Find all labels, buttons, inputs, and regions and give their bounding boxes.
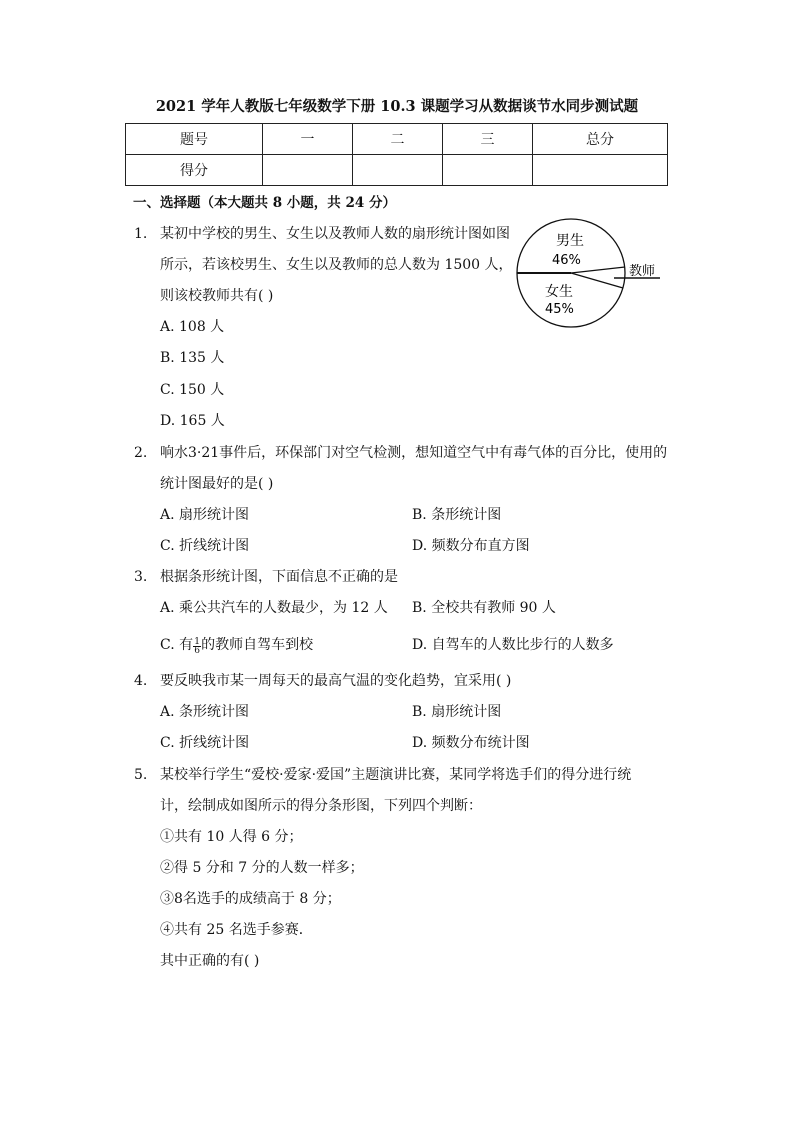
table-header: 总分	[533, 124, 668, 155]
table-header: 三	[443, 124, 533, 155]
question-text: 根据条形统计图，下面信息不正确的是	[160, 569, 398, 585]
score-cell	[353, 155, 443, 186]
question-text: 则该校教师共有( )	[160, 288, 274, 304]
option-d[interactable]: D. 频数分布统计图	[412, 735, 530, 751]
option-b[interactable]: B. 扇形统计图	[412, 704, 502, 720]
pie-pct-male: 46%	[552, 253, 581, 268]
option-c[interactable]	[160, 636, 313, 654]
question-text: 所示，若该校男生、女生以及教师的总人数为 1500 人，	[160, 257, 513, 273]
table-row-label: 得分	[126, 155, 263, 186]
score-cell	[533, 155, 668, 186]
statement-3: ③8名选手的成绩高于 8 分；	[160, 891, 341, 907]
question-text: 要反映我市某一周每天的最高气温的变化趋势，宜采用( )	[160, 673, 512, 689]
table-header: 题号	[126, 124, 263, 155]
question-number: 4.	[134, 673, 148, 689]
pie-chart	[510, 215, 675, 335]
option-a[interactable]: A. 108 人	[160, 319, 225, 335]
pie-divider	[571, 273, 623, 288]
question-text: 计，绘制成如图所示的得分条形图，下列四个判断：	[160, 798, 482, 814]
option-d[interactable]: D. 165 人	[160, 413, 225, 429]
statement-1: ①共有 10 人得 6 分；	[160, 829, 303, 845]
score-cell	[443, 155, 533, 186]
pie-label-teacher: 教师	[629, 264, 656, 279]
option-c-text: C. 有	[160, 637, 194, 653]
option-c[interactable]: C. 折线统计图	[160, 538, 250, 554]
table-row	[126, 155, 668, 186]
statement-4: ④共有 25 名选手参赛．	[160, 922, 313, 938]
fraction-denominator: 6	[194, 646, 200, 656]
pie-label-female: 女生	[545, 284, 573, 300]
option-a[interactable]: A. 扇形统计图	[160, 507, 250, 523]
statement-2: ②得 5 分和 7 分的人数一样多；	[160, 860, 364, 876]
option-a[interactable]: A. 条形统计图	[160, 704, 250, 720]
fraction	[193, 637, 201, 656]
pie-label-male: 男生	[556, 233, 584, 249]
score-cell	[263, 155, 353, 186]
question-number: 2.	[134, 445, 148, 461]
pie-pct-female: 45%	[545, 302, 574, 317]
question-text: 某初中学校的男生、女生以及教师人数的扇形统计图如图	[160, 226, 510, 242]
option-c-rest: 的教师自驾车到校	[201, 637, 314, 653]
table-header: 一	[263, 124, 353, 155]
fraction-numerator: 1	[194, 637, 200, 647]
option-d[interactable]: D. 频数分布直方图	[412, 538, 530, 554]
page-title: 2021 学年人教版七年级数学下册 10.3 课题学习从数据谈节水同步测试题	[155, 98, 639, 115]
question-text: 其中正确的有( )	[160, 953, 260, 969]
question-number: 5.	[134, 767, 148, 783]
table-header: 二	[353, 124, 443, 155]
question-text: 某校举行学生“爱校·爱家·爱国”主题演讲比赛，某同学将选手们的得分进行统	[160, 767, 632, 783]
option-d[interactable]: D. 自驾车的人数比步行的人数多	[412, 637, 614, 653]
question-text: 统计图最好的是( )	[160, 476, 274, 492]
table-row	[126, 124, 668, 155]
question-text: 响水3·21事件后，环保部门对空气检测，想知道空气中有毒气体的百分比，使用的	[160, 445, 668, 461]
option-b[interactable]: B. 全校共有教师 90 人	[412, 600, 556, 616]
option-c[interactable]: C. 150 人	[160, 382, 225, 398]
question-number: 1.	[134, 226, 148, 242]
score-table	[125, 123, 668, 186]
section-heading: 一、选择题（本大题共 8 小题，共 24 分）	[133, 195, 396, 211]
option-a[interactable]: A. 乘公共汽车的人数最少，为 12 人	[160, 600, 388, 616]
option-b[interactable]: B. 条形统计图	[412, 507, 502, 523]
option-b[interactable]: B. 135 人	[160, 350, 225, 366]
question-number: 3.	[134, 569, 148, 585]
option-c[interactable]: C. 折线统计图	[160, 735, 250, 751]
